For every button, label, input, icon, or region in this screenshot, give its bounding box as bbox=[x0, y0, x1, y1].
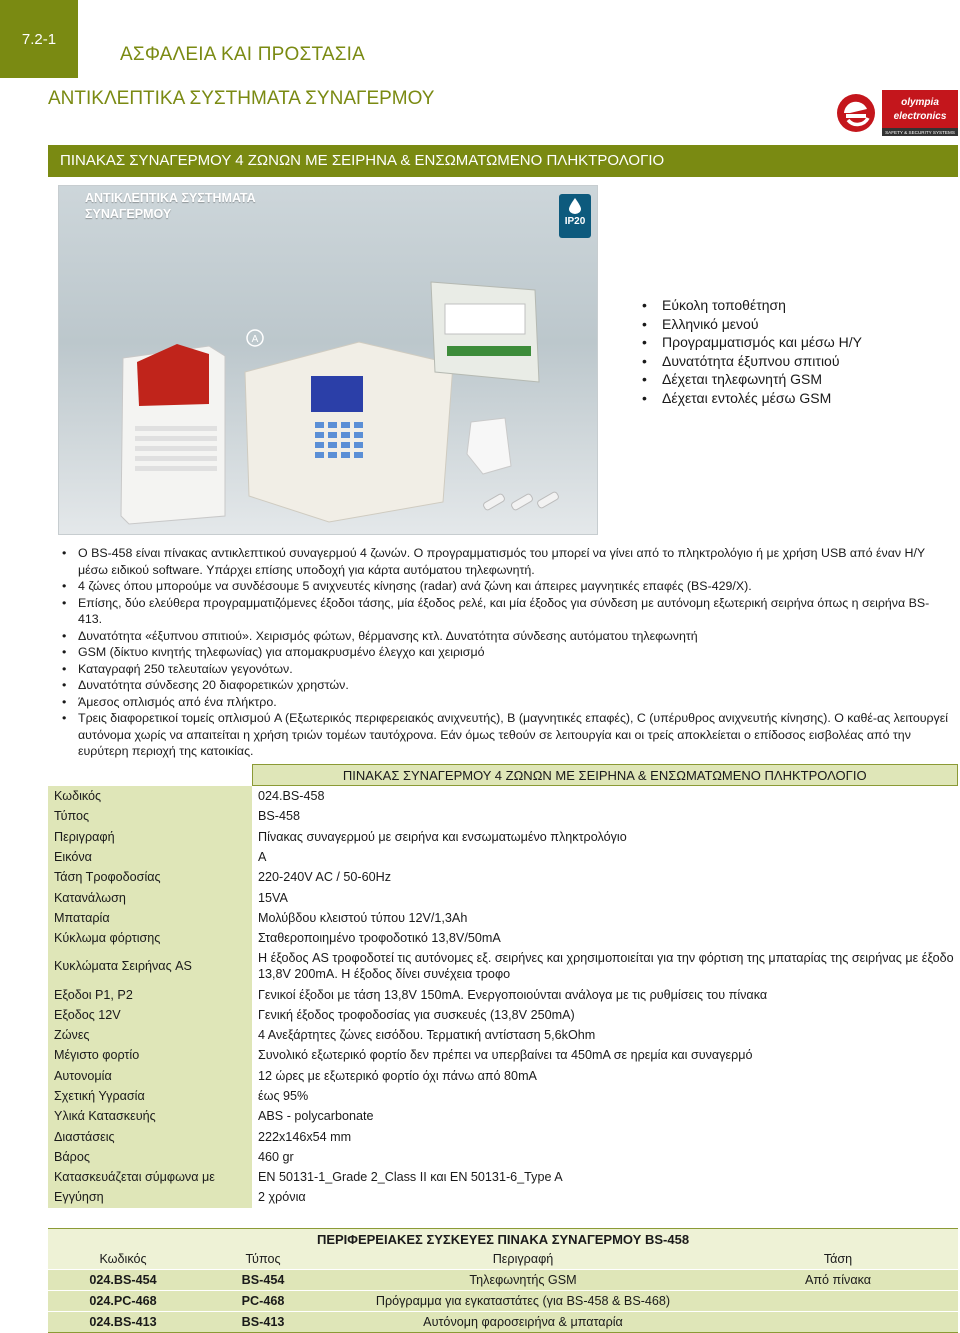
spec-value: EN 50131-1_Grade 2_Class II και EN 50131-6_Type A bbox=[258, 1170, 563, 1185]
panel-display bbox=[311, 376, 363, 412]
page-number: 7.2-1 bbox=[21, 30, 57, 48]
table-row bbox=[48, 1167, 958, 1187]
product-image bbox=[58, 185, 598, 535]
peripheral-voltage bbox=[718, 1312, 958, 1333]
logo-tagline: SAFETY & SECURITY SYSTEMS bbox=[885, 130, 955, 135]
spec-value: Μολύβδου κλειστού τύπου 12V/1,3Ah bbox=[258, 910, 468, 925]
spec-value: 15VA bbox=[258, 890, 288, 905]
image-letter: A bbox=[251, 334, 259, 345]
peripheral-type: BS-413 bbox=[198, 1312, 328, 1333]
spec-label: Κατασκευάζεται σύμφωνα με bbox=[48, 1167, 252, 1187]
spec-label: Μπαταρία bbox=[48, 908, 252, 928]
description-item: • Καταγραφή 250 τελευταίων γεγονότων. bbox=[62, 661, 952, 678]
feature-item: • Δέχεται τηλεφωνητή GSM bbox=[642, 370, 862, 389]
motion-detector bbox=[467, 418, 511, 474]
product-banner: ΠΙΝΑΚΑΣ ΣΥΝΑΓΕΡΜΟΥ 4 ΖΩΝΩΝ ΜΕ ΣΕΙΡΗΝΑ & ΕΝΣΩΜΑΤΩΜΕΝΟ ΠΛΗΚΤΡΟΛΟΓΙΟ bbox=[48, 145, 958, 177]
table-row bbox=[48, 1025, 958, 1045]
spec-label: Κωδικός bbox=[48, 786, 252, 807]
description-item: • Δυνατότητα «έξυπνου σπιτιού». Χειρισμός φώτων, θέρμανσης κτλ. Δυνατότητα σύνδεσης αυτόματου τηλεφωνητή bbox=[62, 628, 952, 645]
table-row bbox=[48, 887, 958, 907]
ip20-badge-label: IP20 bbox=[564, 216, 586, 227]
table-row bbox=[48, 1270, 958, 1291]
feature-item: • Ελληνικό μενού bbox=[642, 315, 862, 334]
spec-value: Γενικοί έξοδοι με τάση 13,8V 150mA. Ενεργοποιούνται ανάλογα με τις ρυθμίσεις του πίνακα bbox=[258, 987, 768, 1002]
logo-text-2: electronics bbox=[893, 111, 947, 122]
description-item: • Τρεις διαφορετικοί τομείς οπλισμού A (Εξωτερικός περιφερειακός ανιχνευτής), B (μαγνητικές επαφές), C (υπέρυθρος ανιχνευτής κίνησης). Ο καθέ-ας λειτουργεί αυτόνομα χωρίς να απαιτείται η χρήση τριών τομέων ταυτόχρονα. Εάν όμως τεθούν σε λειτουργία και οι τρείς αποκλείεται ο επίδοσος εισβολέας από την ευρύτερη περιοχή της κατοικίας. bbox=[62, 710, 952, 760]
hero-title: ΑΝΤΙΚΛΕΠΤΙΚΑ ΣΥΣΤΗΜΑΤΑ ΣΥΝΑΓΕΡΜΟΥ bbox=[85, 191, 256, 221]
spec-value: 460 gr bbox=[258, 1149, 294, 1164]
table-row bbox=[48, 867, 958, 887]
peripheral-description: Τηλεφωνητής GSM bbox=[328, 1270, 718, 1291]
product-illustration bbox=[59, 186, 597, 534]
description-item: • Επίσης, δύο ελεύθερα προγραμματιζόμενες έξοδοι τάσης, μία έξοδος ρελέ, και μία έξοδος για σύνδεση με αυτόνομη εξωτερική σειρήνα όπως η σειρήνα BS-413. bbox=[62, 595, 952, 628]
feature-item: • Δέχεται εντολές μέσω GSM bbox=[642, 389, 862, 408]
spec-value: ABS - polycarbonate bbox=[258, 1109, 374, 1124]
spec-label: Εικόνα bbox=[48, 847, 252, 867]
peripheral-voltage: Από πίνακα bbox=[718, 1270, 958, 1291]
table-row bbox=[48, 908, 958, 928]
description-item: • Άμεσος οπλισμός από ένα πλήκτρο. bbox=[62, 694, 952, 711]
spec-label: Τύπος bbox=[48, 806, 252, 826]
spec-value: 220-240V AC / 50-60Hz bbox=[258, 870, 392, 885]
column-header: Τύπος bbox=[198, 1249, 328, 1270]
spec-label: Σχετική Υγρασία bbox=[48, 1086, 252, 1106]
table-row bbox=[48, 1106, 958, 1126]
peripherals-title: ΠΕΡΙΦΕΡΕΙΑΚΕΣ ΣΥΣΚΕΥΕΣ ΠΙΝΑΚΑ ΣΥΝΑΓΕΡΜΟΥ BS-458 bbox=[48, 1229, 958, 1250]
spec-value: Η έξοδος AS τροφοδοτεί τις αυτόνομες εξ. σειρήνες και χρησιμοποιείται για την φόρτιση της μπαταρίας της σειρήνας με έξοδο 13,8V 200mA. Η έξοδος δίνει συνέχεια τροφο bbox=[258, 951, 954, 982]
description-item: • 4 ζώνες όπου μπορούμε να συνδέσουμε 5 ανιχνευτές κίνησης (radar) ανά ζώνη και άπειρες μαγνητικές επαφές (BS-429/X). bbox=[62, 578, 952, 595]
description-list bbox=[62, 545, 952, 760]
description-item: • Δυνατότητα σύνδεσης 20 διαφορετικών χρηστών. bbox=[62, 677, 952, 694]
spec-value: 024.BS-458 bbox=[258, 789, 325, 804]
spec-label: Μέγιστο φορτίο bbox=[48, 1045, 252, 1065]
table-row bbox=[48, 1312, 958, 1333]
peripheral-description: Πρόγραμμα για εγκαταστάτες (για BS-458 & BS-468) bbox=[328, 1291, 718, 1312]
spec-label: Κυκλώματα Σειρήνας AS bbox=[48, 948, 252, 984]
table-row bbox=[48, 1086, 958, 1106]
peripheral-type: BS-454 bbox=[198, 1270, 328, 1291]
spec-value: 222x146x54 mm bbox=[258, 1129, 352, 1144]
spec-label: Τάση Τροφοδοσίας bbox=[48, 867, 252, 887]
spec-label: Διαστάσεις bbox=[48, 1126, 252, 1146]
column-header: Τάση bbox=[718, 1249, 958, 1270]
spec-table-title: ΠΙΝΑΚΑΣ ΣΥΝΑΓΕΡΜΟΥ 4 ΖΩΝΩΝ ΜΕ ΣΕΙΡΗΝΑ & ΕΝΣΩΜΑΤΩΜΕΝΟ ΠΛΗΚΤΡΟΛΟΓΙΟ bbox=[252, 765, 958, 786]
peripherals-table bbox=[48, 1228, 958, 1333]
description-item: • Ο BS-458 είναι πίνακας αντικλεπτικού συναγερμού 4 ζωνών. Ο προγραμματισμός του μπορεί να γίνει από το πληκτρολόγιο ή με χρήση USB από έναν Η/Υ μέσω ειδικού software. Υπάρχει επίσης υποδοχή για κάρτα αυτόματου τηλεφωνητή. bbox=[62, 545, 952, 578]
table-row bbox=[48, 928, 958, 948]
table-row bbox=[48, 1291, 958, 1312]
spec-label: Ζώνες bbox=[48, 1025, 252, 1045]
column-header: Περιγραφή bbox=[328, 1249, 718, 1270]
peripherals-header-row bbox=[48, 1249, 958, 1270]
spec-value: έως 95% bbox=[258, 1089, 309, 1103]
olympia-electronics-logo bbox=[836, 90, 958, 136]
spec-value: Πίνακας συναγερμού με σειρήνα και ενσωματωμένο πληκτρολόγιο bbox=[258, 829, 627, 844]
table-row bbox=[48, 1066, 958, 1086]
logo-text-1: olympia bbox=[901, 97, 939, 108]
spec-label: Εγγύηση bbox=[48, 1187, 252, 1207]
spec-value: BS-458 bbox=[258, 809, 301, 824]
spec-value: 4 Ανεξάρτητες ζώνες εισόδου. Τερματική αντίσταση 5,6kOhm bbox=[258, 1028, 596, 1043]
spec-value: Σταθεροποιημένο τροφοδοτικό 13,8V/50mA bbox=[258, 931, 501, 946]
table-row bbox=[48, 948, 958, 984]
table-row bbox=[48, 1147, 958, 1167]
page-subtitle: ΑΝΤΙΚΛΕΠΤΙΚΑ ΣΥΣΤΗΜΑΤΑ ΣΥΝΑΓΕΡΜΟΥ bbox=[48, 88, 435, 109]
spec-value: A bbox=[258, 850, 267, 865]
table-row bbox=[48, 984, 958, 1004]
spec-table-header bbox=[48, 765, 958, 786]
peripheral-code: 024.PC-468 bbox=[48, 1291, 198, 1312]
spec-label: Βάρος bbox=[48, 1147, 252, 1167]
feature-item: • Εύκολη τοποθέτηση bbox=[642, 296, 862, 315]
peripheral-code: 024.BS-413 bbox=[48, 1312, 198, 1333]
table-row bbox=[48, 1005, 958, 1025]
peripheral-type: PC-468 bbox=[198, 1291, 328, 1312]
table-row bbox=[48, 786, 958, 807]
spec-value: Γενική έξοδος τροφοδοσίας για συσκευές (13,8V 250mA) bbox=[258, 1007, 575, 1022]
spec-value: 12 ώρες με εξωτερικό φορτίο όχι πάνω από 80mA bbox=[258, 1068, 537, 1083]
spec-value: Συνολικό εξωτερικό φορτίο δεν πρέπει να υπερβαίνει τα 450mA σε ηρεμία και συναγερμό bbox=[258, 1048, 753, 1063]
spec-label: Υλικά Κατασκευής bbox=[48, 1106, 252, 1126]
peripheral-description: Αυτόνομη φαροσειρήνα & μπαταρία bbox=[328, 1312, 718, 1333]
spec-label: Εξοδοι P1, P2 bbox=[48, 984, 252, 1004]
table-row bbox=[48, 806, 958, 826]
peripheral-voltage bbox=[718, 1291, 958, 1312]
column-header: Κωδικός bbox=[48, 1249, 198, 1270]
table-row bbox=[48, 847, 958, 867]
spec-label: Κατανάλωση bbox=[48, 887, 252, 907]
page-number-tab bbox=[0, 0, 78, 78]
table-row bbox=[48, 827, 958, 847]
spec-label: Κύκλωμα φόρτισης bbox=[48, 928, 252, 948]
spec-value: 2 χρόνια bbox=[258, 1190, 306, 1205]
table-row bbox=[48, 1045, 958, 1065]
feature-item: • Δυνατότητα έξυπνου σπιτιού bbox=[642, 352, 862, 371]
feature-item: • Προγραμματισμός και μέσω Η/Υ bbox=[642, 333, 862, 352]
table-row bbox=[48, 1187, 958, 1207]
spec-label: Αυτονομία bbox=[48, 1066, 252, 1086]
spec-table bbox=[48, 764, 958, 1208]
section-title: ΑΣΦΑΛΕΙΑ ΚΑΙ ΠΡΟΣΤΑΣΙΑ bbox=[120, 44, 366, 65]
table-row bbox=[48, 1126, 958, 1146]
siren-light bbox=[137, 344, 209, 406]
spec-label: Εξοδος 12V bbox=[48, 1005, 252, 1025]
feature-list bbox=[642, 296, 862, 407]
description-item: • GSM (δίκτυο κινητής τηλεφωνίας) για απομακρυσμένο έλεγχο και χειρισμό bbox=[62, 644, 952, 661]
spec-label: Περιγραφή bbox=[48, 827, 252, 847]
peripheral-code: 024.BS-454 bbox=[48, 1270, 198, 1291]
